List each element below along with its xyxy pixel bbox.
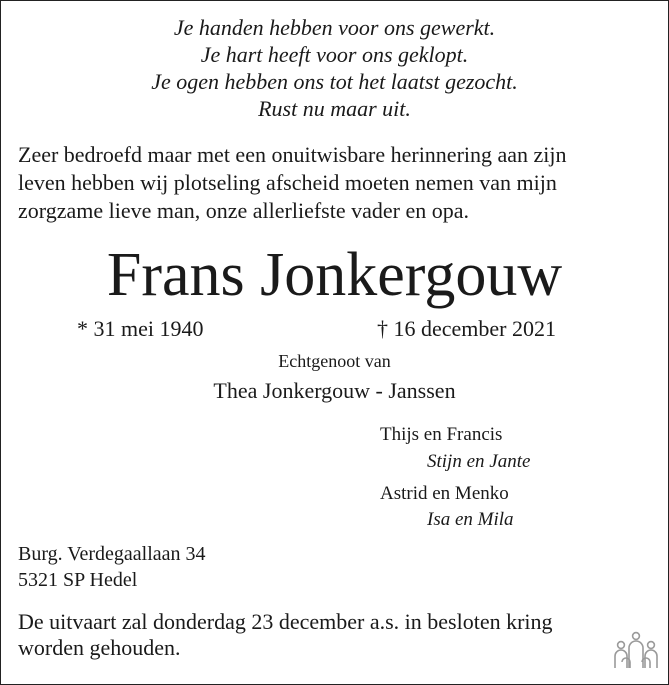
death-date: † 16 december 2021: [377, 316, 556, 341]
spouse-label: Echtgenoot van: [278, 351, 391, 371]
address-city: 5321 SP Hedel: [18, 569, 138, 591]
address-street: Burg. Verdegaallaan 34: [18, 543, 206, 565]
poem-line: Rust nu maar uit.: [258, 96, 411, 121]
intro-line: zorgzame lieve man, onze allerliefste vader en opa.: [18, 198, 469, 223]
poem-line: Je ogen hebben ons tot het laatst gezocht.: [151, 69, 518, 94]
spouse-name: Thea Jonkergouw - Janssen: [213, 378, 456, 403]
poem-line: Je hart heeft voor ons geklopt.: [200, 42, 469, 67]
funeral-line: worden gehouden.: [18, 635, 181, 660]
intro-text: [18, 141, 658, 225]
poem: [0, 14, 669, 122]
children-names: Astrid en Menko: [380, 483, 509, 504]
birth-date: * 31 mei 1940: [77, 316, 204, 341]
children-names: Thijs en Francis: [380, 424, 503, 445]
family-figures-icon: [612, 631, 660, 671]
grandchildren-names: Isa en Mila: [427, 509, 514, 530]
poem-line: Je handen hebben voor ons gewerkt.: [173, 15, 496, 40]
funeral-line: De uitvaart zal donderdag 23 december a.s. in besloten kring: [18, 609, 553, 634]
address: [18, 541, 206, 593]
grandchildren-names: Stijn en Jante: [427, 451, 531, 472]
deceased-name: Frans Jonkergouw: [106, 241, 563, 309]
intro-line: Zeer bedroefd maar met een onuitwisbare herinnering aan zijn: [18, 142, 567, 167]
funeral-notice: [18, 609, 618, 661]
intro-line: leven hebben wij plotseling afscheid moeten nemen van mijn: [18, 170, 557, 195]
